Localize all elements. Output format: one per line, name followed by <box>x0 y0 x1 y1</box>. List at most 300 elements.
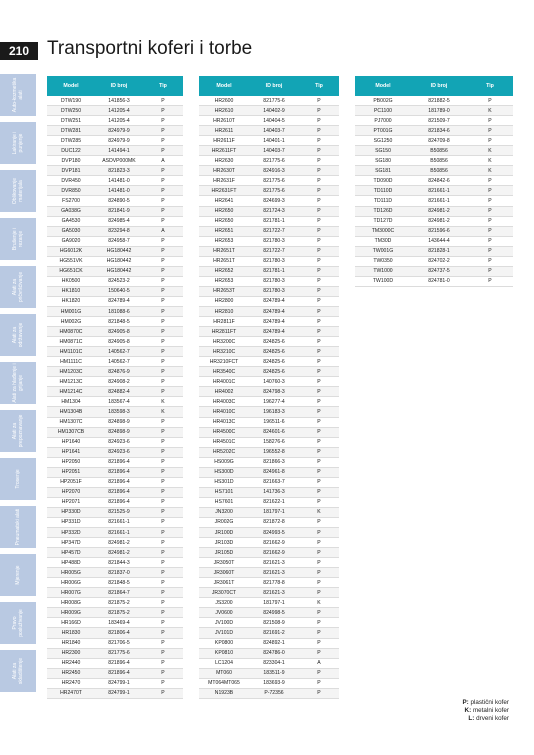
cell-id: 821896-4 <box>95 658 143 668</box>
cell-tip: P <box>299 578 339 588</box>
cell-tip: P <box>299 618 339 628</box>
sidebar-tab-label: Pneumatski alati <box>15 508 21 546</box>
cell-id: 824825-6 <box>249 367 299 377</box>
cell-id: 181797-1 <box>249 598 299 608</box>
cell-id: 821722-7 <box>249 226 299 236</box>
cell-model: HR4003C <box>199 397 249 407</box>
table-row <box>355 216 513 226</box>
cell-id: HG180442 <box>95 266 143 276</box>
table-row <box>355 196 513 206</box>
cell-tip: P <box>143 688 183 698</box>
cell-tip: P <box>299 216 339 226</box>
table-row <box>47 397 183 407</box>
cell-model: HM1213C <box>47 377 95 387</box>
cell-tip: P <box>299 628 339 638</box>
cell-tip: K <box>467 156 513 166</box>
cell-model: PT001G <box>355 126 411 136</box>
cell-tip: P <box>143 176 183 186</box>
cell-id: 821621-3 <box>249 558 299 568</box>
table-row <box>47 578 183 588</box>
cell-tip: P <box>143 568 183 578</box>
cell-model: HR2811FT <box>199 327 249 337</box>
cell-model: DVR850 <box>47 186 95 196</box>
cell-id: B50856 <box>411 146 467 156</box>
cell-id: 821896-4 <box>95 487 143 497</box>
cell-model: HR2440 <box>47 658 95 668</box>
cell-id: 821780-3 <box>249 286 299 296</box>
cell-tip: P <box>143 517 183 527</box>
table-row <box>47 347 183 357</box>
cell-id: 824981-2 <box>95 538 143 548</box>
cell-model: HR008G <box>47 598 95 608</box>
cell-tip: P <box>299 306 339 316</box>
cell-id: HG180442 <box>95 246 143 256</box>
header-id: ID broj <box>95 76 143 96</box>
cell-id: 824916-3 <box>249 166 299 176</box>
table-row <box>47 166 183 176</box>
cell-model: JR3070CT <box>199 588 249 598</box>
table-row <box>199 226 339 236</box>
cell-model: HS7601 <box>199 497 249 507</box>
cell-model: HR4002 <box>199 387 249 397</box>
cell-model: HM1307CB <box>47 427 95 437</box>
cell-tip: P <box>143 678 183 688</box>
cell-model: HG551VK <box>47 256 95 266</box>
cell-id: 143644-4 <box>411 236 467 246</box>
cell-id: 824523-2 <box>95 276 143 286</box>
cell-tip: P <box>299 397 339 407</box>
cell-model: JR3050T <box>199 558 249 568</box>
cell-tip: P <box>299 528 339 538</box>
cell-id: 824898-9 <box>95 427 143 437</box>
cell-id: 824709-8 <box>411 136 467 146</box>
cell-model: FS2700 <box>47 196 95 206</box>
cell-id: 824923-6 <box>95 437 143 447</box>
table-row <box>199 196 339 206</box>
cell-tip: P <box>299 236 339 246</box>
cell-id: 821806-4 <box>95 628 143 638</box>
table-row <box>355 106 513 116</box>
table-row <box>47 658 183 668</box>
cell-id: 824825-6 <box>249 357 299 367</box>
cell-id: 824961-8 <box>249 467 299 477</box>
cell-model: HM1307C <box>47 417 95 427</box>
page-number: 210 <box>0 42 38 60</box>
cell-tip: P <box>143 447 183 457</box>
cell-id: 821780-3 <box>249 256 299 266</box>
table-row <box>199 96 339 106</box>
cell-model: HR2631FT <box>199 186 249 196</box>
cell-model: HP1640 <box>47 437 95 447</box>
cell-id: 824979-9 <box>95 126 143 136</box>
cell-tip: P <box>143 136 183 146</box>
cell-tip: P <box>143 256 183 266</box>
legend-text: drveni kofer <box>476 715 509 722</box>
table-row <box>199 176 339 186</box>
cell-model: HM0871C <box>47 337 95 347</box>
cell-id: 824789-4 <box>249 317 299 327</box>
cell-id: 158276-6 <box>249 437 299 447</box>
cell-model: HR3540C <box>199 367 249 377</box>
cell-tip: P <box>299 327 339 337</box>
cell-id: 824702-2 <box>411 256 467 266</box>
cell-tip: P <box>143 467 183 477</box>
cell-tip: P <box>299 668 339 678</box>
table-row <box>47 377 183 387</box>
table-row <box>199 558 339 568</box>
table-row <box>47 608 183 618</box>
cell-tip: P <box>143 337 183 347</box>
cell-tip: P <box>467 126 513 136</box>
cell-id: 824789-4 <box>95 296 143 306</box>
cell-id: 141205-4 <box>95 116 143 126</box>
cell-tip: P <box>467 136 513 146</box>
table-row <box>47 668 183 678</box>
table-row <box>199 367 339 377</box>
cell-tip: P <box>143 126 183 136</box>
cell-tip: P <box>299 417 339 427</box>
cell-model: TM30D <box>355 236 411 246</box>
table-row <box>199 276 339 286</box>
table-row <box>199 658 339 668</box>
cell-tip: A <box>299 658 339 668</box>
cell-id: 821781-1 <box>249 216 299 226</box>
table-row <box>199 548 339 558</box>
cell-id: 140562-7 <box>95 347 143 357</box>
table-row <box>199 628 339 638</box>
cell-model: HR2810 <box>199 306 249 316</box>
cell-tip: P <box>143 477 183 487</box>
legend-key: L: <box>468 715 475 722</box>
cell-id: 196277-4 <box>249 397 299 407</box>
table-row <box>199 317 339 327</box>
cell-model: HR4501C <box>199 437 249 447</box>
table-row <box>47 246 183 256</box>
cell-id: 824958-7 <box>95 236 143 246</box>
cell-tip: P <box>143 166 183 176</box>
cell-model: JR002G <box>199 517 249 527</box>
cell-id: 821896-4 <box>95 497 143 507</box>
cell-id: 821661-1 <box>95 528 143 538</box>
sidebar-tab-label: Mjerenje <box>15 565 21 585</box>
table-row <box>199 517 339 527</box>
cell-model: GA4530 <box>47 216 95 226</box>
cell-id: 824908-2 <box>95 377 143 387</box>
table-row <box>47 286 183 296</box>
cell-id: 196552-8 <box>249 447 299 457</box>
cell-tip: P <box>299 176 339 186</box>
cell-model: HR2653T <box>199 286 249 296</box>
table-row <box>47 618 183 628</box>
table-row <box>199 578 339 588</box>
cell-model: HS301D <box>199 477 249 487</box>
cell-tip: P <box>299 538 339 548</box>
cell-tip: P <box>143 377 183 387</box>
cell-model: HM002G <box>47 317 95 327</box>
cell-model: HM1101C <box>47 347 95 357</box>
cell-model: HR3200C <box>199 337 249 347</box>
table-row <box>199 266 339 276</box>
cell-id: 821837-0 <box>95 568 143 578</box>
cell-id: 821724-3 <box>249 206 299 216</box>
cell-tip: P <box>299 286 339 296</box>
sidebar-tab <box>0 362 36 404</box>
table-row <box>47 196 183 206</box>
cell-id: 140404-5 <box>249 116 299 126</box>
cell-model: HP332D <box>47 528 95 538</box>
table-row <box>199 256 339 266</box>
cell-tip: P <box>299 588 339 598</box>
table-row <box>199 206 339 216</box>
table-row <box>199 146 339 156</box>
table-row <box>199 608 339 618</box>
cell-model: HR4500C <box>199 427 249 437</box>
table-right <box>355 76 513 287</box>
cell-model: HR2653 <box>199 276 249 286</box>
sidebar-tab-label: Alati za održavanje <box>12 322 24 348</box>
cell-model: N1923B <box>199 688 249 698</box>
cell-id: 821722-7 <box>249 246 299 256</box>
cell-id: 821872-8 <box>249 517 299 527</box>
cell-id: 140401-1 <box>249 136 299 146</box>
cell-id: HG180442 <box>95 256 143 266</box>
cell-tip: P <box>143 246 183 256</box>
cell-model: TD127D <box>355 216 411 226</box>
cell-id: 821848-5 <box>95 578 143 588</box>
cell-id: 824905-8 <box>95 327 143 337</box>
cell-tip: P <box>299 568 339 578</box>
table-row <box>199 497 339 507</box>
cell-tip: P <box>143 266 183 276</box>
sidebar-tab-label: Alati za prepoznavanje <box>12 414 24 448</box>
table-row <box>199 126 339 136</box>
cell-tip: P <box>467 236 513 246</box>
cell-tip: P <box>299 276 339 286</box>
cell-model: JN3200 <box>199 507 249 517</box>
cell-id: 821691-2 <box>249 628 299 638</box>
cell-tip: P <box>299 638 339 648</box>
cell-model: HP347D <box>47 538 95 548</box>
cell-tip: P <box>143 548 183 558</box>
cell-model: HP2070 <box>47 487 95 497</box>
table-row <box>355 256 513 266</box>
table-row <box>199 467 339 477</box>
table-row <box>47 538 183 548</box>
cell-id: 824789-4 <box>249 296 299 306</box>
cell-model: HR2630T <box>199 166 249 176</box>
table-row <box>199 618 339 628</box>
sidebar-tab-label: Auto-kozmetika alati <box>12 77 24 113</box>
cell-tip: P <box>299 256 339 266</box>
cell-id: 821662-9 <box>249 548 299 558</box>
cell-id: 821661-1 <box>411 186 467 196</box>
category-sidebar <box>0 74 36 698</box>
legend-key: K: <box>464 707 472 714</box>
cell-tip: P <box>299 246 339 256</box>
cell-tip: P <box>143 528 183 538</box>
cell-id: 821834-6 <box>411 126 467 136</box>
cell-tip: P <box>143 146 183 156</box>
cell-model: HP2050 <box>47 457 95 467</box>
cell-model: MT060 <box>199 668 249 678</box>
cell-id: 183598-3 <box>95 407 143 417</box>
cell-tip: P <box>299 387 339 397</box>
table-row <box>199 638 339 648</box>
table-row <box>47 437 183 447</box>
cell-tip: P <box>143 668 183 678</box>
cell-tip: P <box>143 387 183 397</box>
table-row <box>47 688 183 698</box>
cell-model: HR2650 <box>199 216 249 226</box>
cell-model: HR007G <box>47 588 95 598</box>
cell-tip: P <box>143 206 183 216</box>
table-row <box>199 417 339 427</box>
table-row <box>355 136 513 146</box>
sidebar-tab-label: Alati za hlađenje i grijanje <box>12 363 24 403</box>
table-row <box>199 648 339 658</box>
table-row <box>47 186 183 196</box>
table-row <box>47 477 183 487</box>
cell-id: 181797-1 <box>249 507 299 517</box>
cell-id: 824905-8 <box>95 337 143 347</box>
cell-id: P-72356 <box>249 688 299 698</box>
cell-model: HR2631F <box>199 176 249 186</box>
table-row <box>199 337 339 347</box>
cell-tip: P <box>299 96 339 106</box>
cell-model: HR2611F <box>199 136 249 146</box>
cell-model: HR2300 <box>47 648 95 658</box>
cell-model: HS7101 <box>199 487 249 497</box>
table-row <box>47 306 183 316</box>
cell-id: 824890-5 <box>95 196 143 206</box>
cell-id: 821622-1 <box>249 497 299 507</box>
cell-id: 824979-9 <box>95 136 143 146</box>
table-row <box>47 126 183 136</box>
cell-model: HP2071 <box>47 497 95 507</box>
sidebar-tab <box>0 602 36 644</box>
cell-tip: P <box>467 276 513 286</box>
cell-id: 824799-1 <box>95 678 143 688</box>
cell-model: HR2611FT <box>199 146 249 156</box>
cell-tip: P <box>299 106 339 116</box>
cell-tip: P <box>143 296 183 306</box>
cell-tip: P <box>143 638 183 648</box>
cell-id: 821780-3 <box>249 236 299 246</box>
cell-model: HR2650 <box>199 206 249 216</box>
cell-id: 824781-0 <box>411 276 467 286</box>
cell-model: KP0800 <box>199 638 249 648</box>
cell-tip: K <box>143 407 183 417</box>
cell-id: 821828-1 <box>411 246 467 256</box>
cell-model: HR2653 <box>199 236 249 246</box>
cell-tip: P <box>299 156 339 166</box>
table-row <box>47 457 183 467</box>
cell-tip: K <box>467 166 513 176</box>
cell-id: 821781-1 <box>249 266 299 276</box>
cell-id: 821661-1 <box>95 517 143 527</box>
cell-model: HP331D <box>47 517 95 527</box>
cell-tip: P <box>299 136 339 146</box>
cell-model: TD111D <box>355 196 411 206</box>
cell-tip: P <box>143 116 183 126</box>
table-row <box>199 598 339 608</box>
table-row <box>47 266 183 276</box>
cell-tip: P <box>299 447 339 457</box>
sidebar-tab-label: Alati za pričvršćivanje <box>12 271 24 303</box>
cell-id: 821896-4 <box>95 457 143 467</box>
cell-id: 150640-5 <box>95 286 143 296</box>
cell-model: HR5202C <box>199 447 249 457</box>
table-row <box>47 528 183 538</box>
cell-model: GA038G <box>47 206 95 216</box>
cell-tip: P <box>299 126 339 136</box>
table-row <box>199 487 339 497</box>
legend-item <box>462 699 509 707</box>
sidebar-tab <box>0 314 36 356</box>
table-row <box>199 447 339 457</box>
cell-model: PB002G <box>355 96 411 106</box>
table-row <box>47 507 183 517</box>
table-row <box>199 507 339 517</box>
table-row <box>47 367 183 377</box>
table-row <box>47 628 183 638</box>
cell-tip: P <box>467 256 513 266</box>
cell-model: HR3210FCT <box>199 357 249 367</box>
cell-tip: P <box>299 427 339 437</box>
table-row <box>199 427 339 437</box>
table-row <box>199 166 339 176</box>
table-row <box>355 236 513 246</box>
sidebar-tab <box>0 650 36 692</box>
cell-tip: P <box>299 377 339 387</box>
cell-id: 183693-9 <box>249 678 299 688</box>
table-row <box>47 417 183 427</box>
cell-tip: P <box>143 578 183 588</box>
cell-tip: P <box>299 548 339 558</box>
table-row <box>47 256 183 266</box>
cell-model: HR3210C <box>199 347 249 357</box>
cell-tip: K <box>467 146 513 156</box>
cell-model: HR2651 <box>199 226 249 236</box>
cell-tip: P <box>143 628 183 638</box>
cell-id: 821621-3 <box>249 568 299 578</box>
cell-model: HR2651T <box>199 256 249 266</box>
cell-id: 821596-6 <box>411 226 467 236</box>
cell-model: HR005G <box>47 568 95 578</box>
sidebar-tab <box>0 266 36 308</box>
cell-model: DVP181 <box>47 166 95 176</box>
cell-model: JR105D <box>199 548 249 558</box>
cell-tip: P <box>143 538 183 548</box>
cell-id: 821875-2 <box>95 598 143 608</box>
cell-tip: P <box>467 116 513 126</box>
cell-tip: P <box>143 658 183 668</box>
sidebar-tab-label: Oblikovanje materijala <box>12 177 24 205</box>
table-row <box>355 186 513 196</box>
cell-tip: P <box>299 166 339 176</box>
cell-tip: P <box>467 246 513 256</box>
table-row <box>199 437 339 447</box>
table-row <box>199 116 339 126</box>
cell-id: 824825-6 <box>249 347 299 357</box>
cell-tip: P <box>143 487 183 497</box>
cell-model: HR006G <box>47 578 95 588</box>
table-row <box>355 116 513 126</box>
cell-tip: P <box>299 678 339 688</box>
cell-tip: P <box>299 357 339 367</box>
table-row <box>199 186 339 196</box>
cell-id: 821882-5 <box>411 96 467 106</box>
